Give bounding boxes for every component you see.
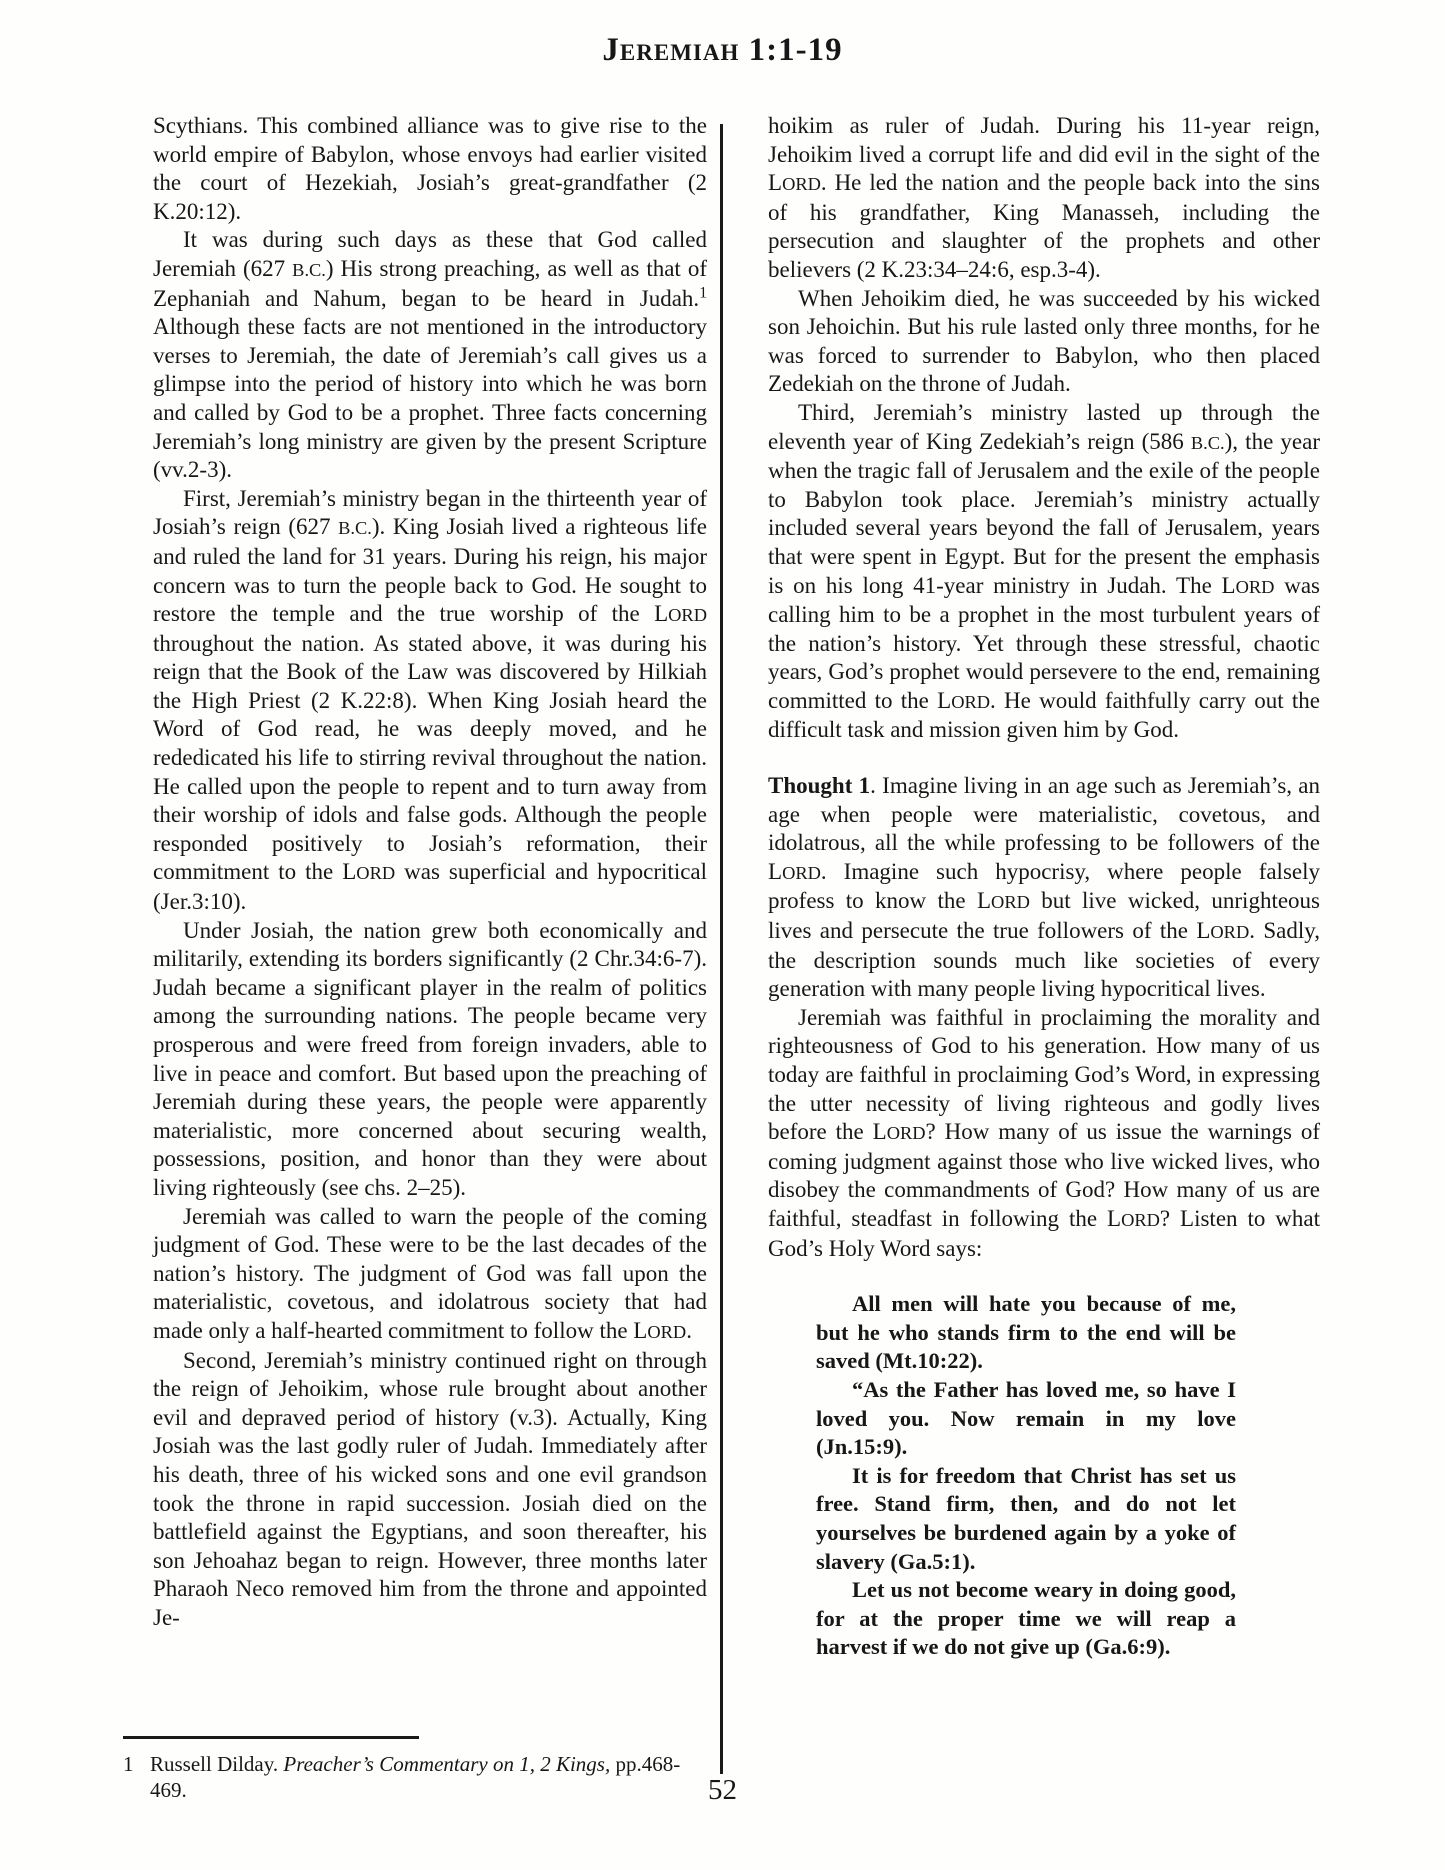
paragraph: Jeremiah was faithful in proclaiming the morality and righteousness of God to his generation. How many of us today are faithful in proclaiming God’s Word, in expressing the utter necessity of living righteous and godly lives before the LORD? How many of us issue the warnings of coming judgment against those who live wicked lives, who disobey the commandments of God? How many of us are faithful, steadfast in following the LORD? Listen to what God’s Holy Word says: bbox=[768, 1004, 1320, 1261]
paragraph: Third, Jeremiah’s ministry lasted up through the eleventh year of King Zedekiah’s reign (586 B.C.), the year when the tragic fall of Jerusalem and the exile of the people to Babylon took place. Jeremiah’s ministry actually included several years beyond the fall of Jerusalem, years that were spent in Egypt. But for the present the emphasis is on his long 41-year ministry in Judah. The LORD was calling him to be a prophet in the most turbulent years of the nation’s history. Yet through these stressful, chaotic years, God’s prophet would persevere to the end, remaining committed to the LORD. He would faithfully carry out the difficult task and mission given him by God. bbox=[768, 399, 1320, 743]
page-title: Jeremiah 1:1-19 bbox=[602, 32, 843, 68]
footnote-rule bbox=[123, 1736, 419, 1739]
scripture-quote-block bbox=[768, 1290, 1320, 1662]
scripture-quote: It is for freedom that Christ has set us free. Stand firm, then, and do not let yourselves be burdened again by a yoke of slavery (Ga.5:1). bbox=[816, 1462, 1236, 1574]
thought-label: Thought 1 bbox=[768, 773, 871, 799]
paragraph: Jeremiah was called to warn the people of the coming judgment of God. These were to be the last decades of the nation’s history. The judgment of God was fall upon the materialistic, covetous, and idolatrous society that had made only a half-hearted commitment to follow the LORD. bbox=[153, 1203, 707, 1343]
paragraph: hoikim as ruler of Judah. During his 11-year reign, Jehoikim lived a corrupt life and did evil in the sight of the LORD. He led the nation and the people back into the sins of his grandfather, King Manasseh, including the persecution and slaughter of the prophets and other believers (2 K.23:34–24:6, esp.3-4). bbox=[768, 113, 1320, 282]
scripture-quote: All men will hate you because of me, but he who stands firm to the end will be saved (Mt.10:22). bbox=[816, 1291, 1236, 1374]
paragraph: Under Josiah, the nation grew both economically and militarily, extending its borders significantly (2 Chr.34:6-7). Judah became a significant player in the realm of politics among the surrounding nations. The people became very prosperous and were freed from foreign invaders, able to live in peace and comfort. But based upon the preaching of Jeremiah during these years, the people were apparently materialistic, more concerned about securing wealth, possessions, position, and honor than they were about living righteously (see chs. 2–25). bbox=[153, 917, 707, 1200]
footnote-book-title: Preacher’s Commentary on 1, 2 Kings, bbox=[283, 1752, 611, 1776]
paragraph: Second, Jeremiah’s ministry continued right on through the reign of Jehoikim, whose rule brought about another evil and depraved period of history (v.3). Actually, King Josiah was the last godly ruler of Judah. Immediately after his death, three of his wicked sons and one evil grandson took the throne in rapid succession. Josiah died on the battlefield against the Egyptians, and soon thereafter, his son Jehoahaz began to reign. However, three months later Pharaoh Neco removed him from the throne and appointed Je- bbox=[153, 1347, 707, 1630]
thought-paragraph bbox=[768, 772, 1320, 1004]
page-number: 52 bbox=[708, 1774, 737, 1806]
thought-text: . Imagine living in an age such as Jeremiah’s, an age when people were materialistic, covetous, and idolatrous, all the while professing to be followers of the LORD. Imagine such hypocrisy, where people falsely profess to know the LORD but live wicked, unrighteous lives and persecute the true followers of the LORD. Sadly, the description sounds much like societies of every generation with many people living hypocritical lives. bbox=[768, 773, 1321, 1002]
column-divider-rule bbox=[720, 124, 723, 1774]
paragraph: Scythians. This combined alliance was to give rise to the world empire of Babylon, whose envoys had earlier visited the court of Hezekiah, Josiah’s great-grandfather (2 K.20:12). bbox=[153, 113, 707, 224]
scripture-quote: Let us not become weary in doing good, for at the proper time we will reap a harvest if we do not give up (Ga.6:9). bbox=[816, 1577, 1236, 1660]
footnote-author: Russell Dilday. bbox=[150, 1752, 284, 1776]
paragraph: First, Jeremiah’s ministry began in the thirteenth year of Josiah’s reign (627 B.C.). King Josiah lived a righteous life and ruled the land for 31 years. During his reign, his major concern was to turn the people back to God. He sought to restore the temple and the true worship of the LORD throughout the nation. As stated above, it was during his reign that the Book of the Law was discovered by Hilkiah the High Priest (2 K.22:8). When King Josiah heard the Word of God read, he was deeply moved, and he rededicated his life to stirring revival throughout the nation. He called upon the people to repent and to turn away from their worship of idols and false gods. Although the people responded positively to Josiah’s reformation, their commitment to the LORD was superficial and hypocritical (Jer.3:10). bbox=[153, 485, 708, 915]
right-column bbox=[768, 112, 1320, 1662]
paragraph: It was during such days as these that God called Jeremiah (627 B.C.) His strong preaching, as well as that of Zephaniah and Nahum, began to be heard in Judah.$^1$ Although these facts are not mentioned in the introductory verses to Jeremiah, the date of Jeremiah’s call gives us a glimpse into the period of history into which he was born and called by God to be a prophet. Three facts concerning Jeremiah’s long ministry are given by the present Scripture (vv.2-3). bbox=[153, 227, 707, 483]
footnote-pages: pp.468-469. bbox=[150, 1752, 681, 1802]
footnote-number: 1 bbox=[123, 1752, 134, 1776]
paragraph: When Jehoikim died, he was succeeded by his wicked son Jehoichin. But his rule lasted only three months, for he was forced to surrender to Babylon, who then placed Zedekiah on the throne of Judah. bbox=[768, 285, 1320, 397]
left-column bbox=[153, 112, 707, 1632]
scripture-quote: “As the Father has loved me, so have I loved you. Now remain in my love (Jn.15:9). bbox=[816, 1376, 1236, 1460]
